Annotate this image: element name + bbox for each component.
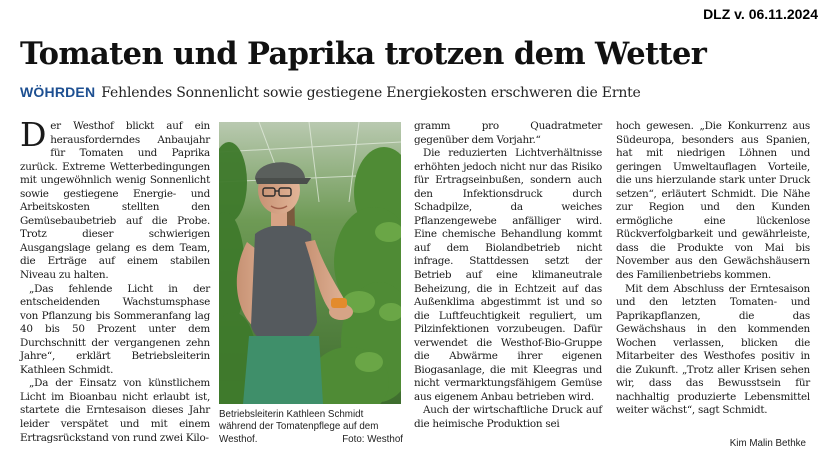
subline [20, 84, 820, 101]
farmer-photo [219, 122, 401, 404]
author-byline: Kim Malin Bethke [729, 438, 806, 449]
paragraph: „Das fehlende Licht in der entscheidenden Wachstumsphase von Pflanzung bis Sommeranfang lag 40 bis 50 Prozent unter dem Durchschnitt der vergangenen zehn Jahre“, erklärt Betriebsleiterin Kathleen Schmidt. [20, 282, 210, 376]
deck: Fehlendes Sonnenlicht sowie gestiegene Energiekosten erschweren die Ernte [101, 85, 641, 101]
kicker: WÖHRDEN [20, 84, 96, 100]
headline: Tomaten und Paprika trotzen dem Wetter [20, 36, 707, 72]
dropcap: D [20, 115, 47, 154]
paragraph: Mit dem Abschluss der Erntesaison und den letzten Tomaten- und Paprikapflanzen, die das Gewächshaus in den kommenden Wochen verlassen, blicken die Mitarbeiter des Westhofes positiv in die Zukunft. „Trotz aller Krisen sehen wir, dass das Bewusstsein für nachhaltig produzierte Lebensmittel weiter wächst“, sagt Schmidt. [616, 282, 810, 417]
paragraph: „Da der Einsatz von künstlichem Licht im Bioanbau nicht erlaubt ist, startete die Erntesaison dieses Jahr leider verspätet und mit einem Ertragsrückstand von rund zwei Kilo- [20, 377, 210, 444]
paragraph: Auch der wirtschaftliche Druck auf die heimische Produktion sei [414, 404, 602, 431]
paragraph: gramm pro Quadratmeter gegenüber dem Vorjahr.“ [414, 120, 602, 146]
article-column-3 [616, 120, 810, 418]
photo-credit: Foto: Westhof [342, 433, 403, 445]
source-tag: DLZ v. 06.11.2024 [703, 6, 818, 22]
paragraph: Der Westhof blickt auf ein herausforderndes Anbaujahr für Tomaten und Paprika zurück. Extreme Wetterbedingungen mit ungewöhnlich wenig Sonnenlicht sowie gestiegene Energie- und Arbeitskosten stellten den Gemüsebaubetrieb auf die Probe. Trotz dieser schwierigen Ausgangslage gelang es dem Team, die Erträge auf einem stabilen Niveau zu halten. [20, 115, 210, 282]
article-column-2 [414, 120, 602, 432]
paragraph: hoch gewesen. „Die Konkurrenz aus Südeuropa, besonders aus Spanien, hat mit niedrigen Löhnen und geringen Umweltauflagen Vorteile, die uns hierzulande stark unter Druck setzen“, erläutert Schmidt. Die Nähe zur Region und den Kunden ermögliche eine lückenlose Rückverfolgbarkeit und gewährleiste, dass die Produkte von Mai bis November aus den Gewächshäusern des Familienbetriebs kommen. [616, 120, 810, 282]
caption-text: Betriebsleiterin Kathleen Schmidt während der Tomatenpflege auf dem Westhof. [219, 409, 379, 445]
article-column-1 [20, 115, 210, 445]
paragraph: Die reduzierten Lichtverhältnisse erhöhten jedoch nicht nur das Risiko für Ertragseinbußen, sondern auch den Infektionsdruck durch Schadpilze, da weiches Pflanzengewebe anfälliger wird. Eine chemische Behandlung kommt auf dem Biolandbetrieb nicht infrage. Stattdessen setzt der Betrieb auf eine klimaneutrale Beheizung, die in Echtzeit auf das Außenklima abgestimmt ist und so die Luftfeuchtigkeit reguliert, um Pilzinfektionen vorzubeugen. Dafür verwendet die Westhof-Bio-Gruppe die Abwärme ihrer eigenen Biogasanlage, die mit Kleegras und nicht vermarktungsfähigem Gemüse aus eigenem Anbau betrieben wird. [414, 147, 602, 403]
photo-caption [219, 409, 403, 446]
